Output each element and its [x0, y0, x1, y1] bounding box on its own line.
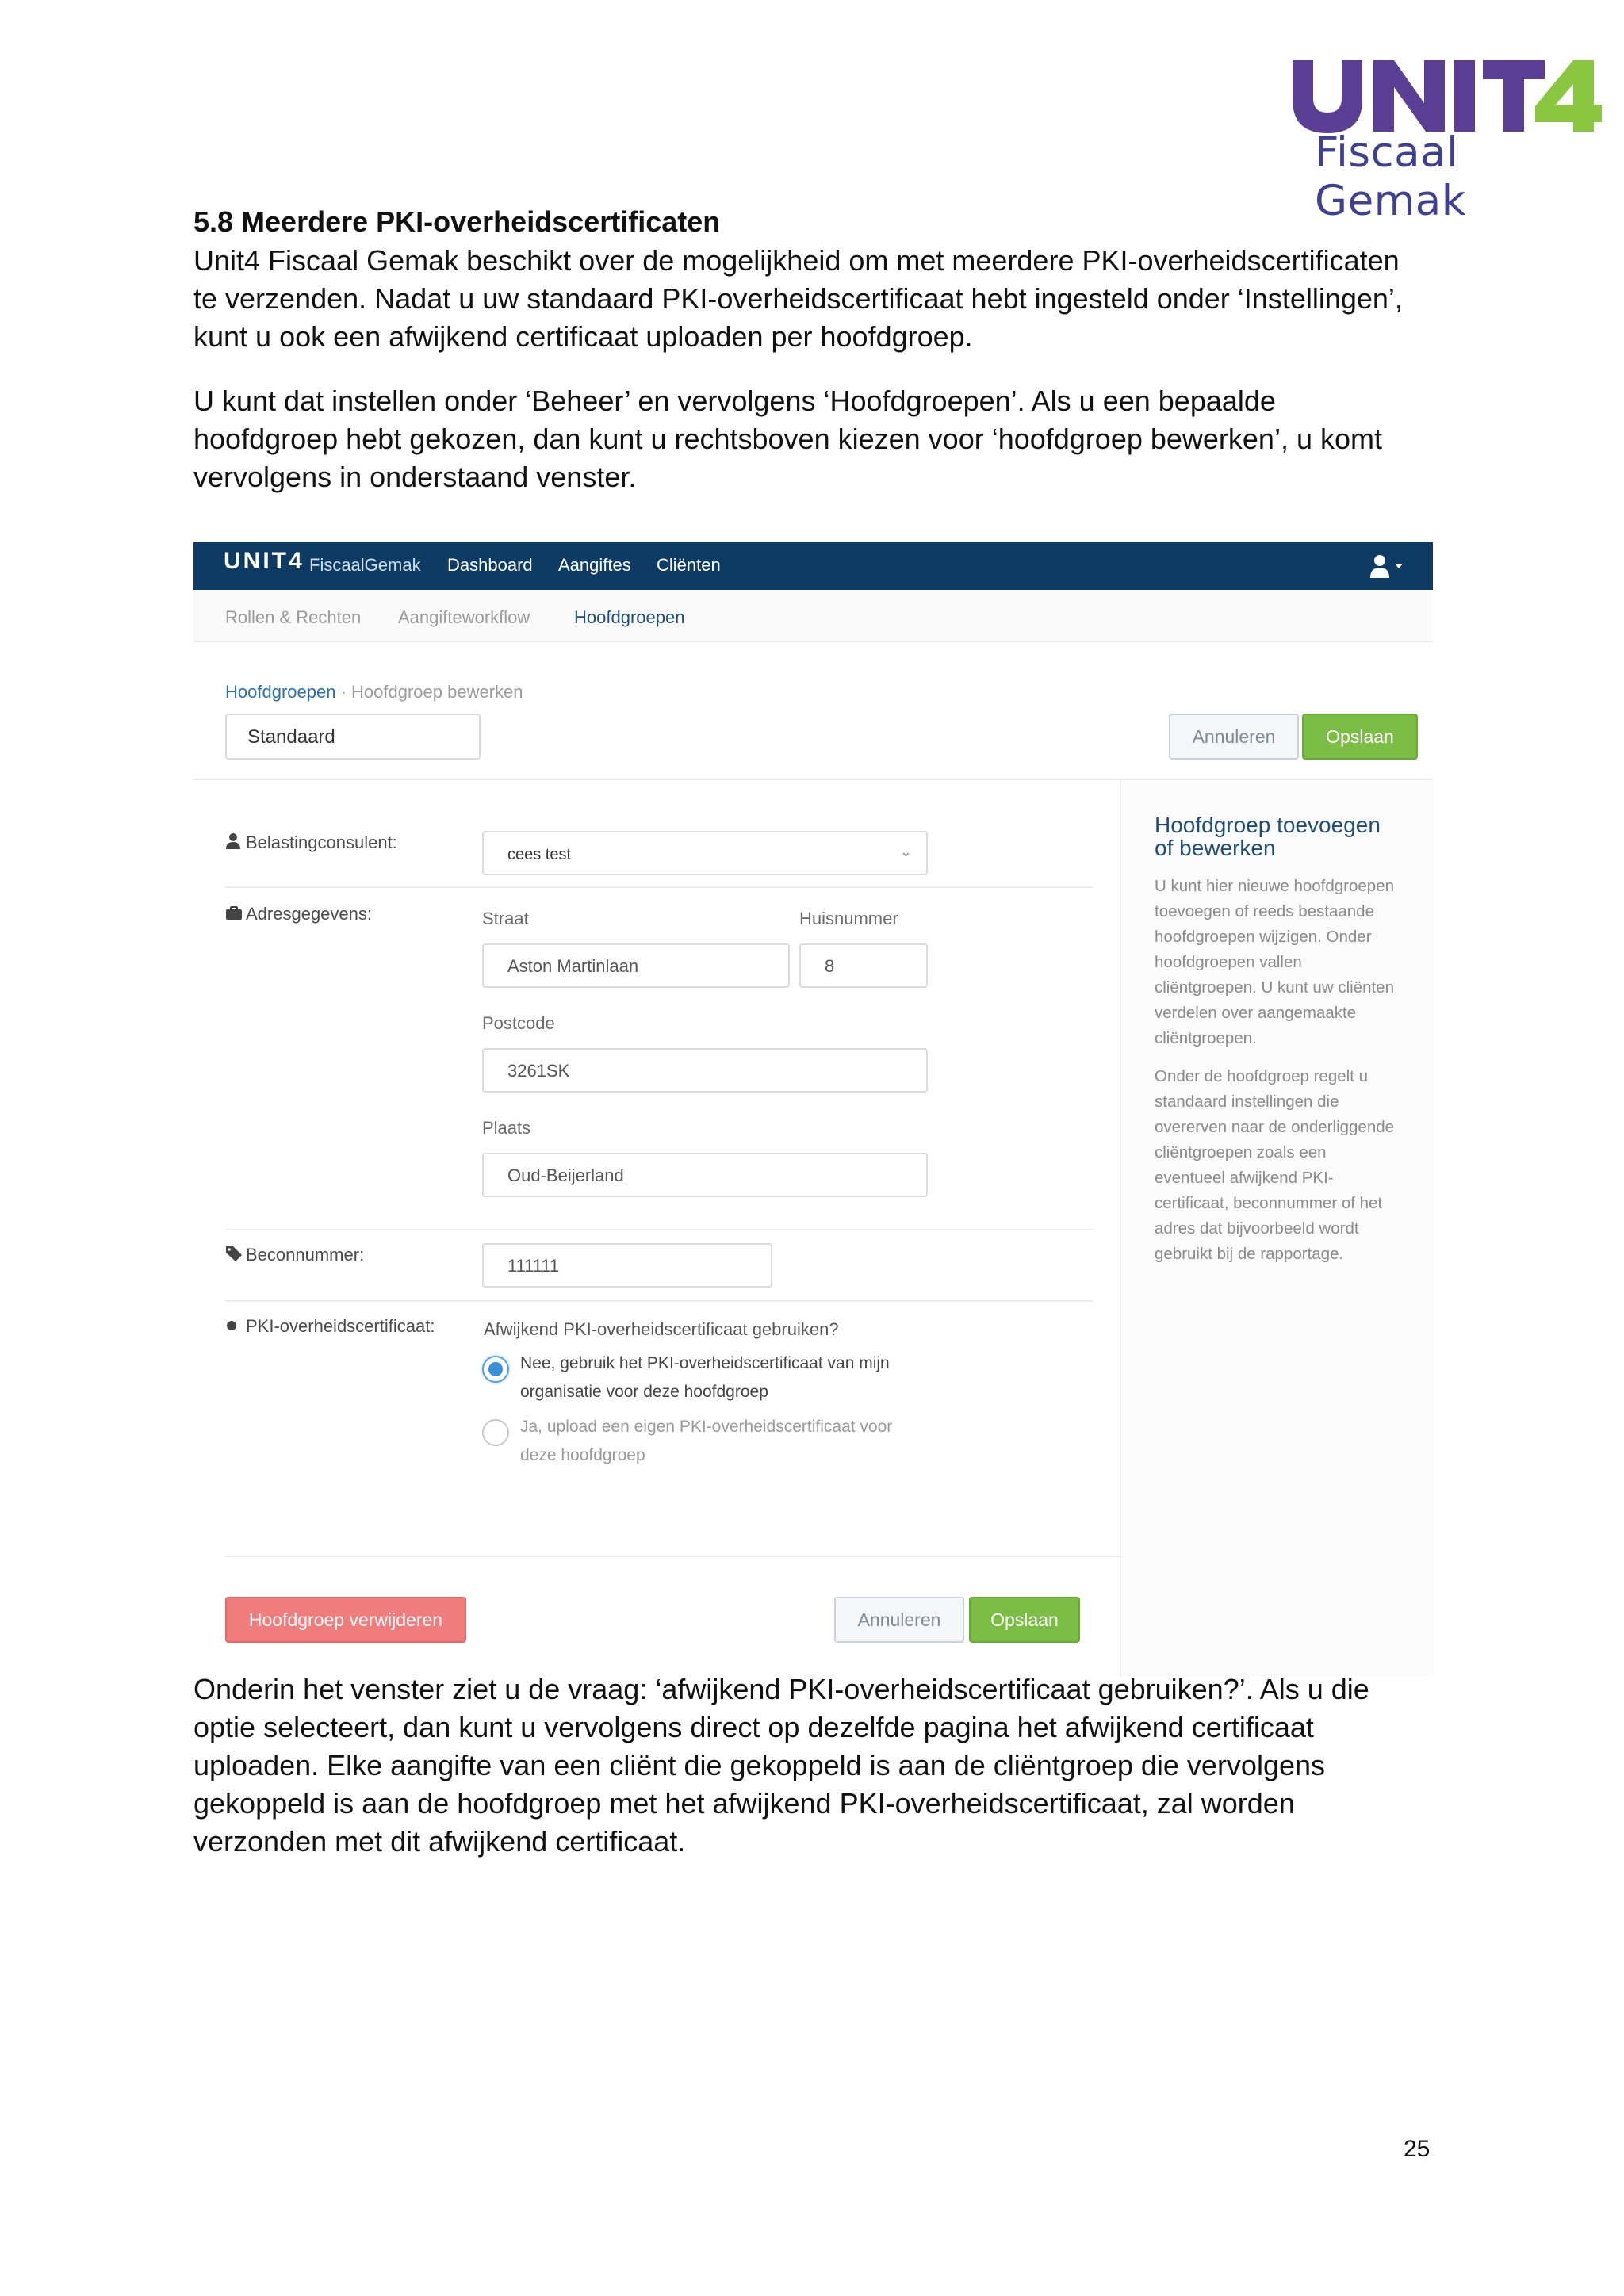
help-line: certificaat, beconnummer of het [1155, 1194, 1383, 1212]
housenumber-input[interactable]: 8 [799, 943, 928, 988]
delete-group-button[interactable]: Hoofdgroep verwijderen [225, 1597, 466, 1643]
closing-paragraph [193, 1670, 1431, 1861]
nav-link-aangiftes[interactable]: Aangiftes [558, 555, 631, 575]
help-line: cliëntgroepen. [1155, 1029, 1257, 1047]
street-input[interactable]: Aston Martinlaan [482, 943, 790, 988]
help-line: verdelen over aangemaakte [1155, 1004, 1357, 1022]
save-button-top[interactable]: Opslaan [1302, 714, 1418, 760]
pki-question: Afwijkend PKI-overheidscertificaat gebruiken? [484, 1319, 839, 1339]
city-input[interactable]: Oud-Beijerland [482, 1153, 928, 1197]
circle-icon [225, 1317, 246, 1337]
text-line: Onderin het venster ziet u de vraag: ‘afwijkend PKI-overheidscertificaat gebruiken?’. Als u die [193, 1673, 1369, 1705]
logo-subtitle: Fiscaal Gemak [1315, 128, 1466, 225]
cancel-button-top[interactable]: Annuleren [1169, 714, 1299, 760]
sub-navigation [193, 590, 1433, 642]
breadcrumb-separator: · [340, 682, 347, 702]
consultant-label-text: Belastingconsulent: [246, 832, 397, 852]
radio-yes-label[interactable] [520, 1413, 933, 1470]
user-icon [225, 832, 246, 855]
unit4-logo [1285, 49, 1602, 225]
breadcrumb [225, 682, 523, 702]
help-title-line: of bewerken [1155, 836, 1276, 860]
text-line: U kunt dat instellen onder ‘Beheer’ en vervolgens ‘Hoofdgroepen’. Als u een bepaalde [193, 385, 1276, 417]
divider [1120, 780, 1121, 1676]
radio-selected-dot [488, 1362, 503, 1376]
text-line: vervolgens in onderstaand venster. [193, 461, 637, 493]
postcode-label: Postcode [482, 1013, 555, 1033]
city-label: Plaats [482, 1118, 531, 1138]
address-label-text: Adresgegevens: [246, 904, 372, 924]
briefcase-icon [225, 905, 246, 925]
help-title [1155, 813, 1424, 859]
nav-link-dashboard[interactable]: Dashboard [447, 555, 533, 575]
text-line: kunt u ook een afwijkend certificaat uploaden per hoofdgroep. [193, 320, 973, 353]
help-line: cliëntgroepen. U kunt uw cliënten [1155, 978, 1394, 997]
text-line: verzonden met dit afwijkend certificaat. [193, 1825, 686, 1858]
instruction-paragraph [193, 382, 1431, 496]
nav-link-clienten[interactable]: Cliënten [657, 555, 721, 575]
text-line: optie selecteert, dan kunt u vervolgens direct op dezelfde pagina het afwijkend certificaat [193, 1711, 1314, 1743]
pki-label [225, 1316, 435, 1337]
group-name-input[interactable]: Standaard [225, 714, 481, 760]
pki-label-text: PKI-overheidscertificaat: [246, 1316, 435, 1336]
breadcrumb-link[interactable]: Hoofdgroepen [225, 682, 336, 702]
consultant-value: cees test [508, 846, 572, 863]
help-line: cliëntgroepen zoals een [1155, 1143, 1327, 1161]
postcode-input[interactable]: 3261SK [482, 1048, 928, 1093]
subnav-aangifteworkflow[interactable]: Aangifteworkflow [398, 607, 530, 627]
becon-label [225, 1245, 364, 1266]
radio-yes[interactable] [482, 1419, 509, 1446]
divider [225, 1556, 1120, 1557]
help-line: gebruikt bij de rapportage. [1155, 1245, 1344, 1263]
becon-input[interactable]: 111111 [482, 1243, 772, 1288]
text-line: te verzenden. Nadat u uw standaard PKI-overheidscertificaat hebt ingesteld onder ‘Instellingen’, [193, 282, 1403, 315]
text-line: hoofdgroep hebt gekozen, dan kunt u rechtsboven kiezen voor ‘hoofdgroep bewerken’, u komt [193, 423, 1382, 455]
user-menu[interactable] [1368, 552, 1406, 580]
consultant-select[interactable] [482, 831, 928, 875]
intro-paragraph [193, 242, 1431, 356]
subnav-rollen-rechten[interactable]: Rollen & Rechten [225, 607, 362, 627]
address-label [225, 904, 372, 925]
text-line: uploaden. Elke aangifte van een cliënt die gekoppeld is aan de cliëntgroep die vervolgens [193, 1749, 1326, 1781]
help-line: overerven naar de onderliggende [1155, 1118, 1395, 1136]
section-heading: 5.8 Meerdere PKI-overheidscertificaten [193, 205, 721, 238]
top-navbar [193, 542, 1433, 590]
becon-label-text: Beconnummer: [246, 1245, 365, 1265]
help-line: adres dat bijvoorbeeld wordt [1155, 1219, 1359, 1238]
housenumber-label: Huisnummer [799, 909, 898, 928]
radio-no-line: organisatie voor deze hoofdgroep [520, 1383, 768, 1401]
help-title-line: Hoofdgroep toevoegen [1155, 813, 1381, 837]
help-line: toevoegen of reeds bestaande [1155, 902, 1374, 920]
divider [225, 886, 1093, 888]
text-line: gekoppeld is aan de hoofdgroep met het afwijkend PKI-overheidscertificaat, zal worden [193, 1787, 1295, 1820]
subnav-hoofdgroepen[interactable]: Hoofdgroepen [574, 607, 685, 627]
help-line: Onder de hoofdgroep regelt u [1155, 1067, 1368, 1085]
help-line: standaard instellingen die [1155, 1093, 1339, 1111]
consultant-label [225, 832, 397, 855]
help-line: eventueel afwijkend PKI- [1155, 1169, 1334, 1187]
radio-yes-line: Ja, upload een eigen PKI-overheidscertificaat voor [520, 1418, 893, 1436]
navbar-brand-sub[interactable]: FiscaalGemak [309, 555, 421, 575]
app-screenshot [193, 542, 1433, 1676]
help-line: hoofdgroepen wijzigen. Onder [1155, 928, 1372, 946]
radio-no[interactable] [482, 1356, 509, 1383]
radio-no-line: Nee, gebruik het PKI-overheidscertificaat van mijn [520, 1354, 890, 1372]
user-icon [1368, 552, 1406, 580]
chevron-down-icon: ⌄ [899, 844, 912, 859]
breadcrumb-current: Hoofdgroep bewerken [351, 682, 523, 702]
unit4-wordmark-icon [1285, 49, 1602, 136]
help-paragraph-2 [1155, 1064, 1423, 1267]
tag-icon [225, 1246, 246, 1266]
divider [225, 1300, 1093, 1302]
text-line: Unit4 Fiscaal Gemak beschikt over de mogelijkheid om met meerdere PKI-overheidscertificaten [193, 244, 1400, 277]
radio-yes-line: deze hoofdgroep [520, 1446, 645, 1464]
page-number: 25 [1404, 2136, 1431, 2162]
save-button-bottom[interactable]: Opslaan [969, 1597, 1080, 1643]
divider [225, 1229, 1093, 1230]
navbar-brand[interactable]: UNIT4 [224, 548, 304, 574]
street-label: Straat [482, 909, 529, 928]
radio-no-label[interactable] [520, 1349, 933, 1406]
help-line: hoofdgroepen vallen [1155, 953, 1302, 971]
help-line: U kunt hier nieuwe hoofdgroepen [1155, 877, 1395, 895]
help-paragraph-1 [1155, 874, 1423, 1051]
cancel-button-bottom[interactable]: Annuleren [834, 1597, 964, 1643]
